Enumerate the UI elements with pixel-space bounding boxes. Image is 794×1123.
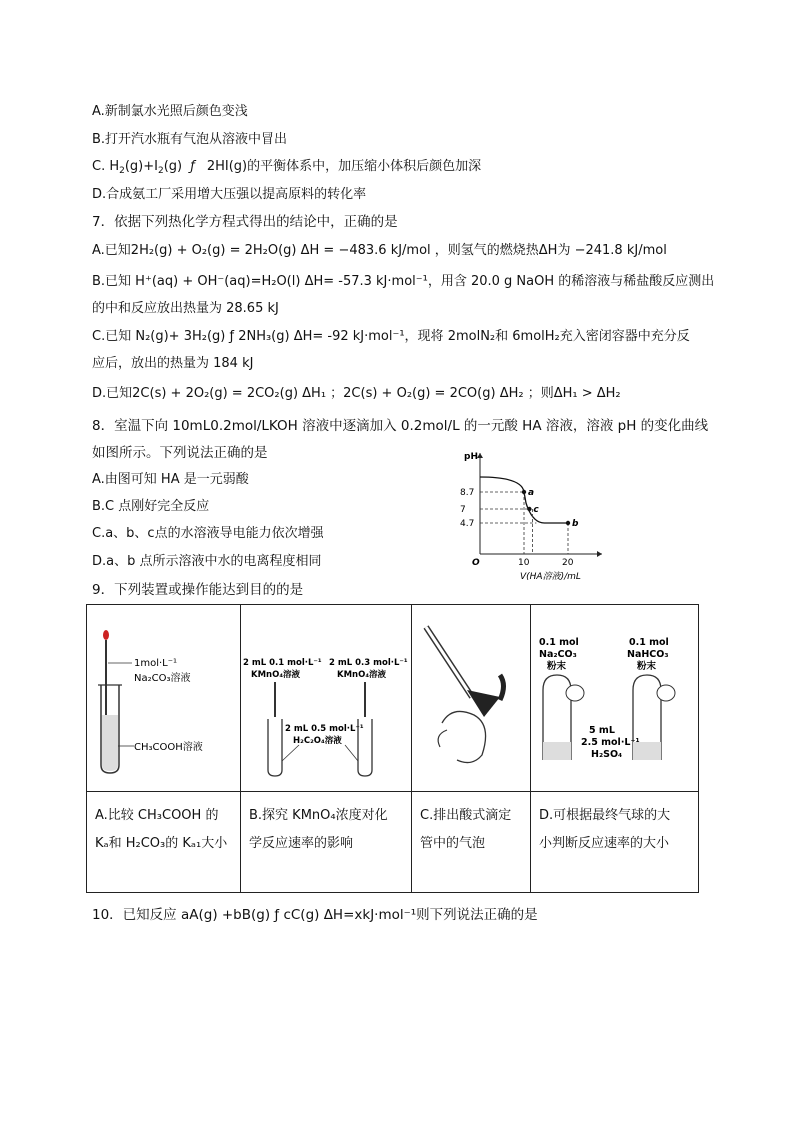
fig-a-label3: CH₃COOH溶液 <box>134 742 203 753</box>
fig-d-r1: 0.1 mol <box>629 637 669 648</box>
caption-a: A.比较 CH₃COOH 的 Kₐ和 H₂CO₃的 Kₐ₁大小 <box>87 792 241 893</box>
fig-b-right-top: 2 mL 0.3 mol·L⁻¹ <box>329 658 408 668</box>
caption-b: B.探究 KMnO₄浓度对化 学反应速率的影响 <box>241 792 412 893</box>
q8-option-a: A.由图可知 HA 是一元弱酸 <box>92 472 249 487</box>
fig-d-r2: NaHCO₃ <box>627 649 669 660</box>
q6-c-mid1: (g)+I <box>124 159 158 174</box>
fig-b-right-sub: KMnO₄溶液 <box>337 670 387 680</box>
burette-hand-figure <box>412 605 530 791</box>
fig-d-l3: 粉末 <box>547 661 567 672</box>
q6-c-post: 2HI(g)的平衡体系中，加压缩小体积后颜色加深 <box>206 159 482 174</box>
q7-option-b-line1: B.已知 H⁺(aq) + OH⁻(aq)=H₂O(l) ΔH= -57.3 kJ·mol⁻¹，用含 20.0 g NaOH 的稀溶液与稀盐酸反应测出 <box>92 274 715 289</box>
q7-option-b-line2: 的中和反应放出热量为 28.65 kJ <box>92 301 279 316</box>
x-tick-label-0: 10 <box>518 558 530 568</box>
ph-titration-chart <box>462 447 612 585</box>
fig-d-r3: 粉末 <box>637 661 657 672</box>
fig-d-l2: Na₂CO₃ <box>539 649 577 660</box>
q8-option-c: C.a、b、c点的水溶液导电能力依次增强 <box>92 526 324 541</box>
fig-d-m1: 5 mL <box>589 725 615 736</box>
x-axis-arrow <box>597 551 602 557</box>
q8-stem-line1: 8．室温下向 10mL0.2mol/LKOH 溶液中逐滴加入 0.2mol/L 的一元酸 HA 溶液，溶液 pH 的变化曲线 <box>92 418 709 434</box>
q7-stem: 7．依据下列热化学方程式得出的结论中，正确的是 <box>92 214 398 230</box>
caption-c: C.排出酸式滴定 管中的气泡 <box>412 792 531 893</box>
apparatus-c-cell <box>412 605 531 792</box>
q6-option-c: C. $H_2(g)+I_2(g)$ ƒ 2HI(g)的平衡体系中，加压缩小体积后颜色加深 <box>92 159 482 176</box>
fig-a-label2: Na₂CO₃溶液 <box>134 673 191 684</box>
q8-option-d: D.a、b 点所示溶液中水的电离程度相同 <box>92 554 322 569</box>
x-axis-label: V(HA溶液)/mL <box>520 572 581 582</box>
fig-b-left-sub: KMnO₄溶液 <box>251 670 301 680</box>
fig-a-label1: 1mol·L⁻¹ <box>134 658 178 669</box>
y-tick-label-1: 7 <box>460 505 466 515</box>
q6-option-d: D.合成氨工厂采用增大压强以提高原料的转化率 <box>92 187 367 202</box>
y-axis-label: pH <box>464 452 478 462</box>
q7-option-c-line2: 应后，放出的热量为 184 kJ <box>92 356 254 371</box>
fig-b-left-top: 2 mL 0.1 mol·L⁻¹ <box>243 658 322 668</box>
y-tick-label-0: 8.7 <box>460 488 475 498</box>
balloon-test-tubes-figure <box>531 605 698 791</box>
q10-stem: 10．已知反应 aA(g) +bB(g) ƒ cC(g) ΔH=xkJ·mol⁻¹则下列说法正确的是 <box>92 907 538 923</box>
q7-option-c-line1: C.已知 N₂(g)+ 3H₂(g) ƒ 2NH₃(g) ΔH= -92 kJ·mol⁻¹，现将 2molN₂和 6molH₂充入密闭容器中充分反 <box>92 329 690 344</box>
q8-option-b: B.C 点刚好完全反应 <box>92 499 210 514</box>
two-test-tubes-figure <box>241 605 411 791</box>
apparatus-a-cell <box>87 605 241 792</box>
fig-d-m2: 2.5 mol·L⁻¹ <box>581 737 640 748</box>
apparatus-d-cell <box>531 605 699 792</box>
test-tube-dropper-figure <box>87 605 240 791</box>
q6-option-b: B.打开汽水瓶有气泡从溶液中冒出 <box>92 132 288 147</box>
point-a <box>522 490 526 494</box>
y-tick-label-2: 4.7 <box>460 519 475 529</box>
q7-option-d: D.已知2C(s) + 2O₂(g) = 2CO₂(g) ΔH₁ ；2C(s) + O₂(g) = 2CO(g) ΔH₂ ；则ΔH₁ > ΔH₂ <box>92 386 621 401</box>
q6-c-pre: C. H <box>92 159 120 174</box>
equilibrium-arrow-glyph: ƒ <box>190 159 195 174</box>
q6-c-mid2: (g) <box>163 159 183 174</box>
origin-label: O <box>472 558 480 568</box>
point-c-label: c <box>533 505 539 515</box>
caption-d: D.可根据最终气球的大 小判断反应速率的大小 <box>531 792 699 893</box>
apparatus-table <box>86 604 699 893</box>
apparatus-b-cell <box>241 605 412 792</box>
fig-b-mid2: H₂C₂O₄溶液 <box>293 736 342 746</box>
point-c <box>527 507 531 511</box>
point-b <box>566 521 570 525</box>
point-a-label: a <box>528 488 535 498</box>
fig-b-mid1: 2 mL 0.5 mol·L⁻¹ <box>285 724 364 734</box>
x-tick-label-1: 20 <box>562 558 574 568</box>
fig-d-m3: H₂SO₄ <box>591 749 623 760</box>
q6-option-a: A.新制氯水光照后颜色变浅 <box>92 104 248 119</box>
fig-d-l1: 0.1 mol <box>539 637 579 648</box>
q8-stem-line2: 如图所示。下列说法正确的是 <box>92 445 268 461</box>
q9-stem: 9．下列装置或操作能达到目的的是 <box>92 582 304 598</box>
point-b-label: b <box>572 519 579 529</box>
q7-option-a: A.已知2H₂(g) + O₂(g) = 2H₂O(g) ΔH = −483.6 kJ/mol ，则氢气的燃烧热ΔH为 −241.8 kJ/mol <box>92 243 667 258</box>
